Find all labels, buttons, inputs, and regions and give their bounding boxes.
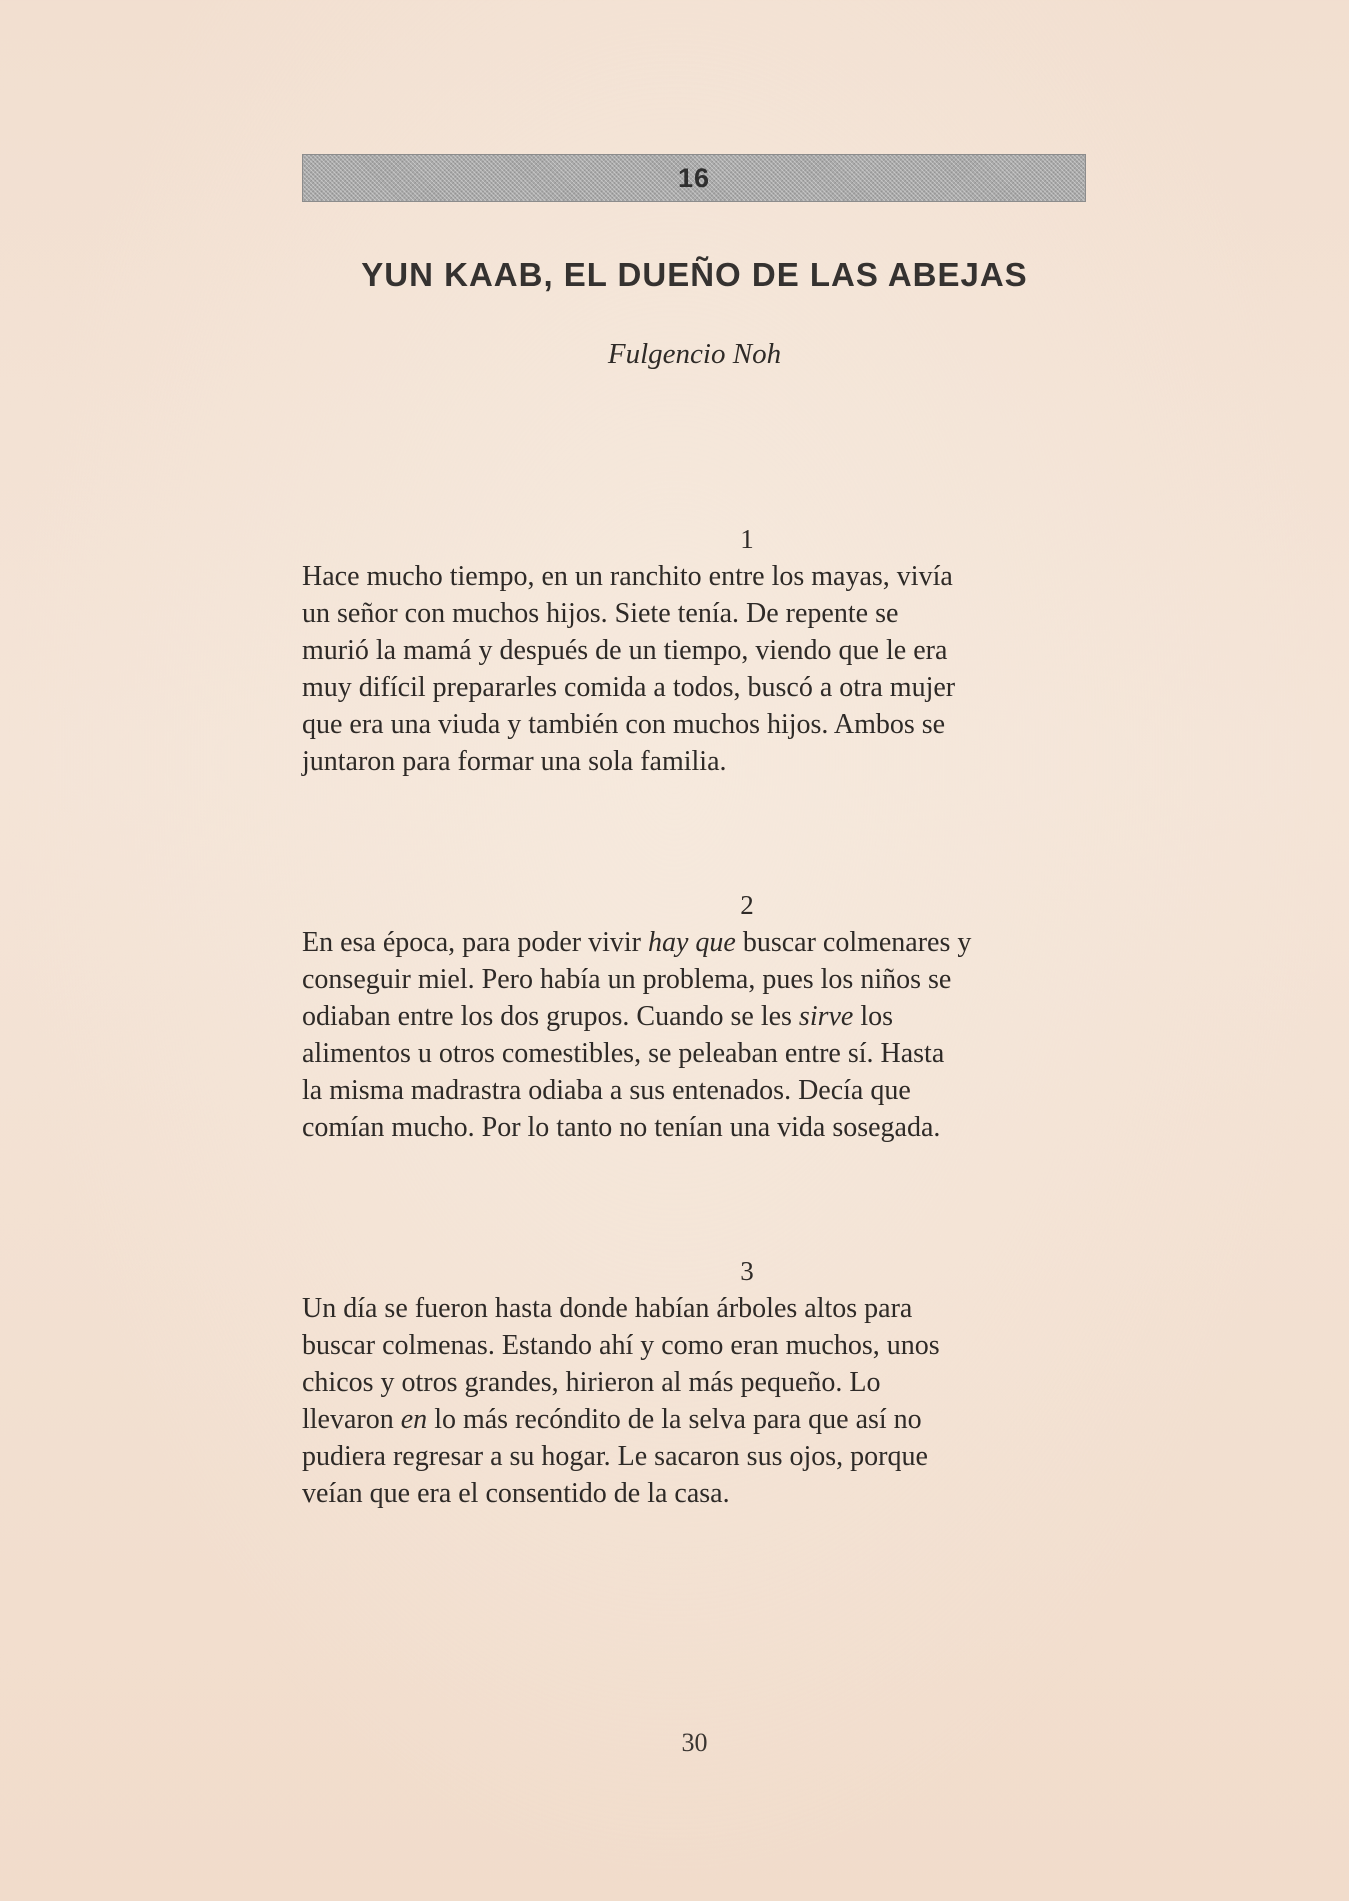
text-line: Hace mucho tiempo, en un ranchito entre los mayas, vivía xyxy=(302,561,953,592)
page-number: 30 xyxy=(681,1728,708,1757)
section-paragraph xyxy=(302,558,1102,780)
author-name: Fulgencio Noh xyxy=(607,338,782,370)
story-title: YUN KAAB, EL DUEÑO DE LAS ABEJAS xyxy=(361,256,1028,293)
italic-run: en xyxy=(400,1404,428,1435)
section-2 xyxy=(302,886,1102,1146)
italic-run: sirve xyxy=(798,1001,854,1032)
text-line: un señor con muchos hijos. Siete tenía. De repente se xyxy=(302,598,899,629)
text-line: pudiera regresar a su hogar. Le sacaron sus ojos, porque xyxy=(302,1441,928,1472)
text-line: comían mucho. Por lo tanto no tenían una vida sosegada. xyxy=(302,1112,941,1143)
italic-run: hay que xyxy=(647,927,736,958)
section-number: 2 xyxy=(740,890,754,920)
text-run: odiaban entre los dos grupos. Cuando se les xyxy=(302,1001,799,1032)
text-line: conseguir miel. Pero había un problema, pues los niños se xyxy=(302,964,952,995)
section-number: 1 xyxy=(740,524,754,554)
text-run: buscar colmenares y xyxy=(735,927,972,958)
text-line: Un día se fueron hasta donde habían árboles altos para xyxy=(302,1293,913,1324)
section-3 xyxy=(302,1252,1102,1512)
text-line xyxy=(302,924,1102,961)
section-1 xyxy=(302,520,1102,780)
text-run: llevaron xyxy=(302,1404,401,1435)
text-line: buscar colmenas. Estando ahí y como eran muchos, unos xyxy=(302,1330,940,1361)
text-line: juntaron para formar una sola familia. xyxy=(302,746,727,777)
text-line: veían que era el consentido de la casa. xyxy=(302,1478,730,1509)
text-line: muy difícil prepararles comida a todos, buscó a otra mujer xyxy=(302,672,956,703)
section-paragraph xyxy=(302,1290,1102,1512)
section-paragraph xyxy=(302,924,1102,1146)
text-line xyxy=(302,1401,1102,1438)
chapter-number-bar xyxy=(302,154,1086,202)
section-number: 3 xyxy=(740,1256,754,1286)
text-line: la misma madrastra odiaba a sus entenados. Decía que xyxy=(302,1075,911,1106)
text-line: chicos y otros grandes, hirieron al más pequeño. Lo xyxy=(302,1367,881,1398)
text-run: En esa época, para poder vivir xyxy=(302,927,648,958)
text-run: lo más recóndito de la selva para que así no xyxy=(427,1404,922,1435)
text-line xyxy=(302,998,1102,1035)
text-line: que era una viuda y también con muchos hijos. Ambos se xyxy=(302,709,946,740)
chapter-number: 16 xyxy=(677,163,711,193)
text-line: murió la mamá y después de un tiempo, viendo que le era xyxy=(302,635,948,666)
text-line: alimentos u otros comestibles, se peleaban entre sí. Hasta xyxy=(302,1038,945,1069)
text-run: los xyxy=(853,1001,894,1032)
